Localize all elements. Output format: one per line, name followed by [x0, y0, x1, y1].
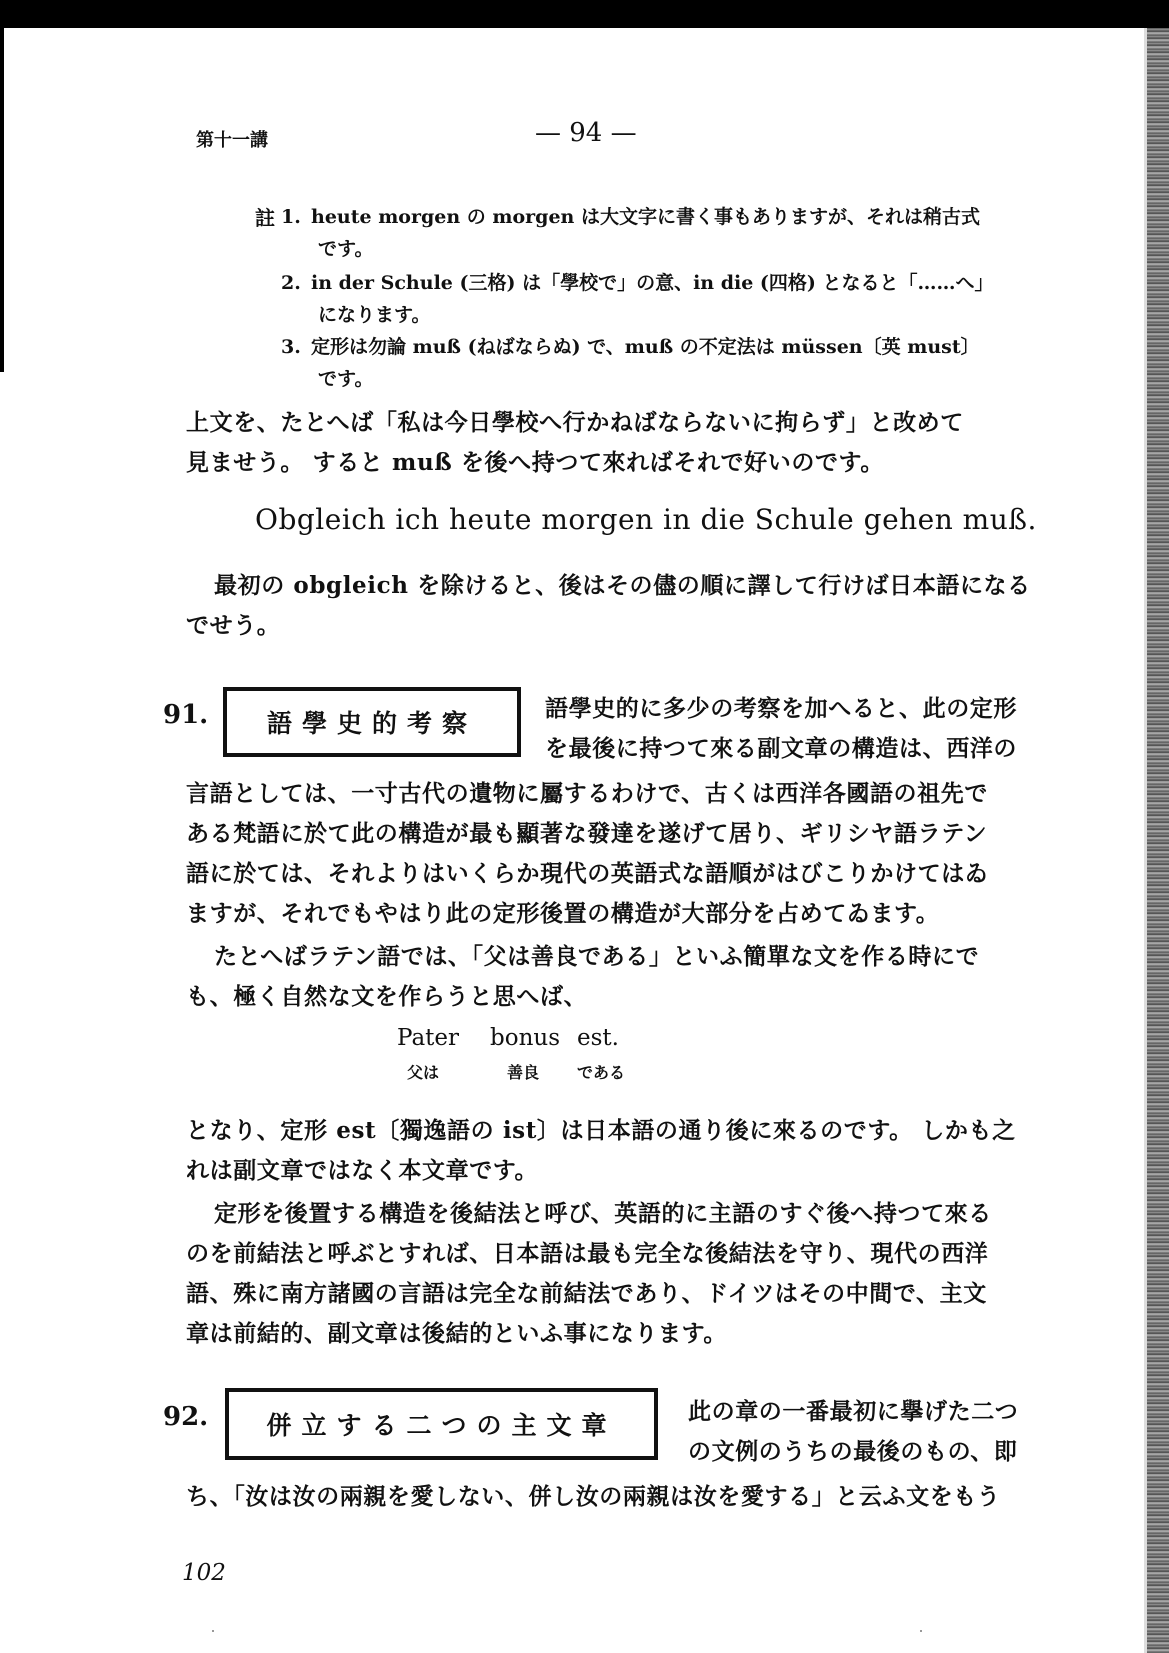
- section-92-line-1: ち、「汝は汝の兩親を愛しない、併し汝の兩親は汝を愛する」と云ふ文をもう: [186, 1483, 1001, 1510]
- note-1-line-2: です。: [318, 238, 374, 260]
- scan-speck: [920, 1630, 922, 1632]
- scan-top-border: [0, 0, 1169, 28]
- section-91-line-3: 語に於ては、それよりはいくらか現代の英語式な語順がはびこりかけてはゐ: [186, 860, 989, 887]
- para1-line-1: 上文を、たとへば「私は今日學校へ行かねばならないに拘らず」と改めて: [186, 409, 964, 436]
- gloss-father: 父は: [407, 1063, 440, 1082]
- section-91-side-line-1: 語學史的に多少の考察を加へると、此の定形: [545, 695, 1017, 722]
- note-1-number: 1.: [281, 206, 301, 228]
- note-3-line-1: 3. 定形は勿論 muß (ねばならぬ) で、muß の不定法は müssen〔英 must〕: [281, 336, 980, 358]
- section-91-line-1: 言語としては、一寸古代の遺物に屬するわけで、古くは西洋各國語の祖先で: [186, 780, 988, 807]
- section-91-title-box: [223, 687, 521, 757]
- section-91-para-b-line-2: も、極く自然な文を作らうと思へば、: [186, 983, 588, 1010]
- section-91-side-line-2: を最後に持つて來る副文章の構造は、西洋の: [545, 735, 1017, 762]
- note-2-line-1: 2. in der Schule (三格) は「學校で」の意、in die (四格) となると「……へ」: [281, 272, 994, 294]
- page-edge-right: [1147, 28, 1169, 1653]
- page-number: — 94 —: [535, 118, 637, 148]
- section-91-line-4: ますが、それでもやはり此の定形後置の構造が大部分を占めてゐます。: [186, 900, 940, 927]
- para1-line-2: 見ませう。 すると muß を後へ持つて來ればそれで好いのです。: [186, 449, 884, 476]
- section-91-para-d-line-2: のを前結法と呼ぶとすれば、日本語は最も完全な後結法を守り、現代の西洋: [186, 1240, 989, 1267]
- latin-word-pater: Pater: [397, 1025, 460, 1051]
- section-92-title: 併立する二つの主文章: [266, 1411, 617, 1440]
- scan-left-border: [0, 0, 4, 372]
- note-2-line-2: になります。: [318, 304, 431, 326]
- section-91-para-d-line-4: 章は前結的、副文章は後結的といふ事になります。: [186, 1320, 727, 1347]
- section-92-side-line-2: の文例のうちの最後のもの、即: [688, 1438, 1018, 1465]
- section-92-title-box: [225, 1388, 658, 1460]
- section-91-para-d-line-3: 語、殊に南方諸國の言語は完全な前結法であり、ドイツはその中間で、主文: [186, 1280, 987, 1307]
- para2-line-1: 最初の obgleich を除けると、後はその儘の順に譯して行けば日本語になる: [214, 572, 1031, 599]
- section-91-para-c-line-2: れは副文章ではなく本文章です。: [186, 1157, 539, 1184]
- section-92-number: 92.: [163, 1402, 209, 1432]
- gloss-good: 善良: [507, 1063, 540, 1082]
- note-2-number: 2.: [281, 272, 301, 294]
- note-1-line-1: 1. heute morgen の morgen は大文字に書く事もありますが、それは稍古式: [281, 206, 980, 228]
- latin-word-est: est.: [577, 1025, 619, 1051]
- note-label: 註: [255, 206, 275, 230]
- section-91-para-d-line-1: 定形を後置する構造を後結法と呼び、英語的に主語のすぐ後へ持つて來る: [214, 1200, 992, 1227]
- note-3-number: 3.: [281, 336, 301, 358]
- section-91-title: 語學史的考察: [266, 709, 477, 738]
- note-3-line-2: です。: [318, 368, 374, 390]
- section-92-side-line-1: 此の章の一番最初に擧げた二つ: [688, 1398, 1019, 1425]
- german-example-sentence: Obgleich ich heute morgen in die Schule gehen muß.: [255, 503, 1037, 536]
- chapter-heading: 第十一講: [196, 130, 268, 151]
- folio-number: 102: [182, 1560, 226, 1586]
- section-91-number: 91.: [163, 700, 209, 730]
- latin-word-bonus: bonus: [490, 1025, 560, 1051]
- scan-speck: [212, 1630, 214, 1632]
- section-91-para-c-line-1: となり、定形 est〔獨逸語の ist〕は日本語の通り後に來るのです。 しかも之: [186, 1117, 1016, 1144]
- gloss-is: である: [577, 1063, 626, 1082]
- section-91-line-2: ある梵語に於て此の構造が最も顯著な發達を遂げて居り、ギリシヤ語ラテン: [186, 820, 988, 847]
- para2-line-2: でせう。: [186, 612, 281, 639]
- section-91-para-b-line-1: たとへばラテン語では、「父は善良である」といふ簡單な文を作る時にで: [214, 943, 980, 970]
